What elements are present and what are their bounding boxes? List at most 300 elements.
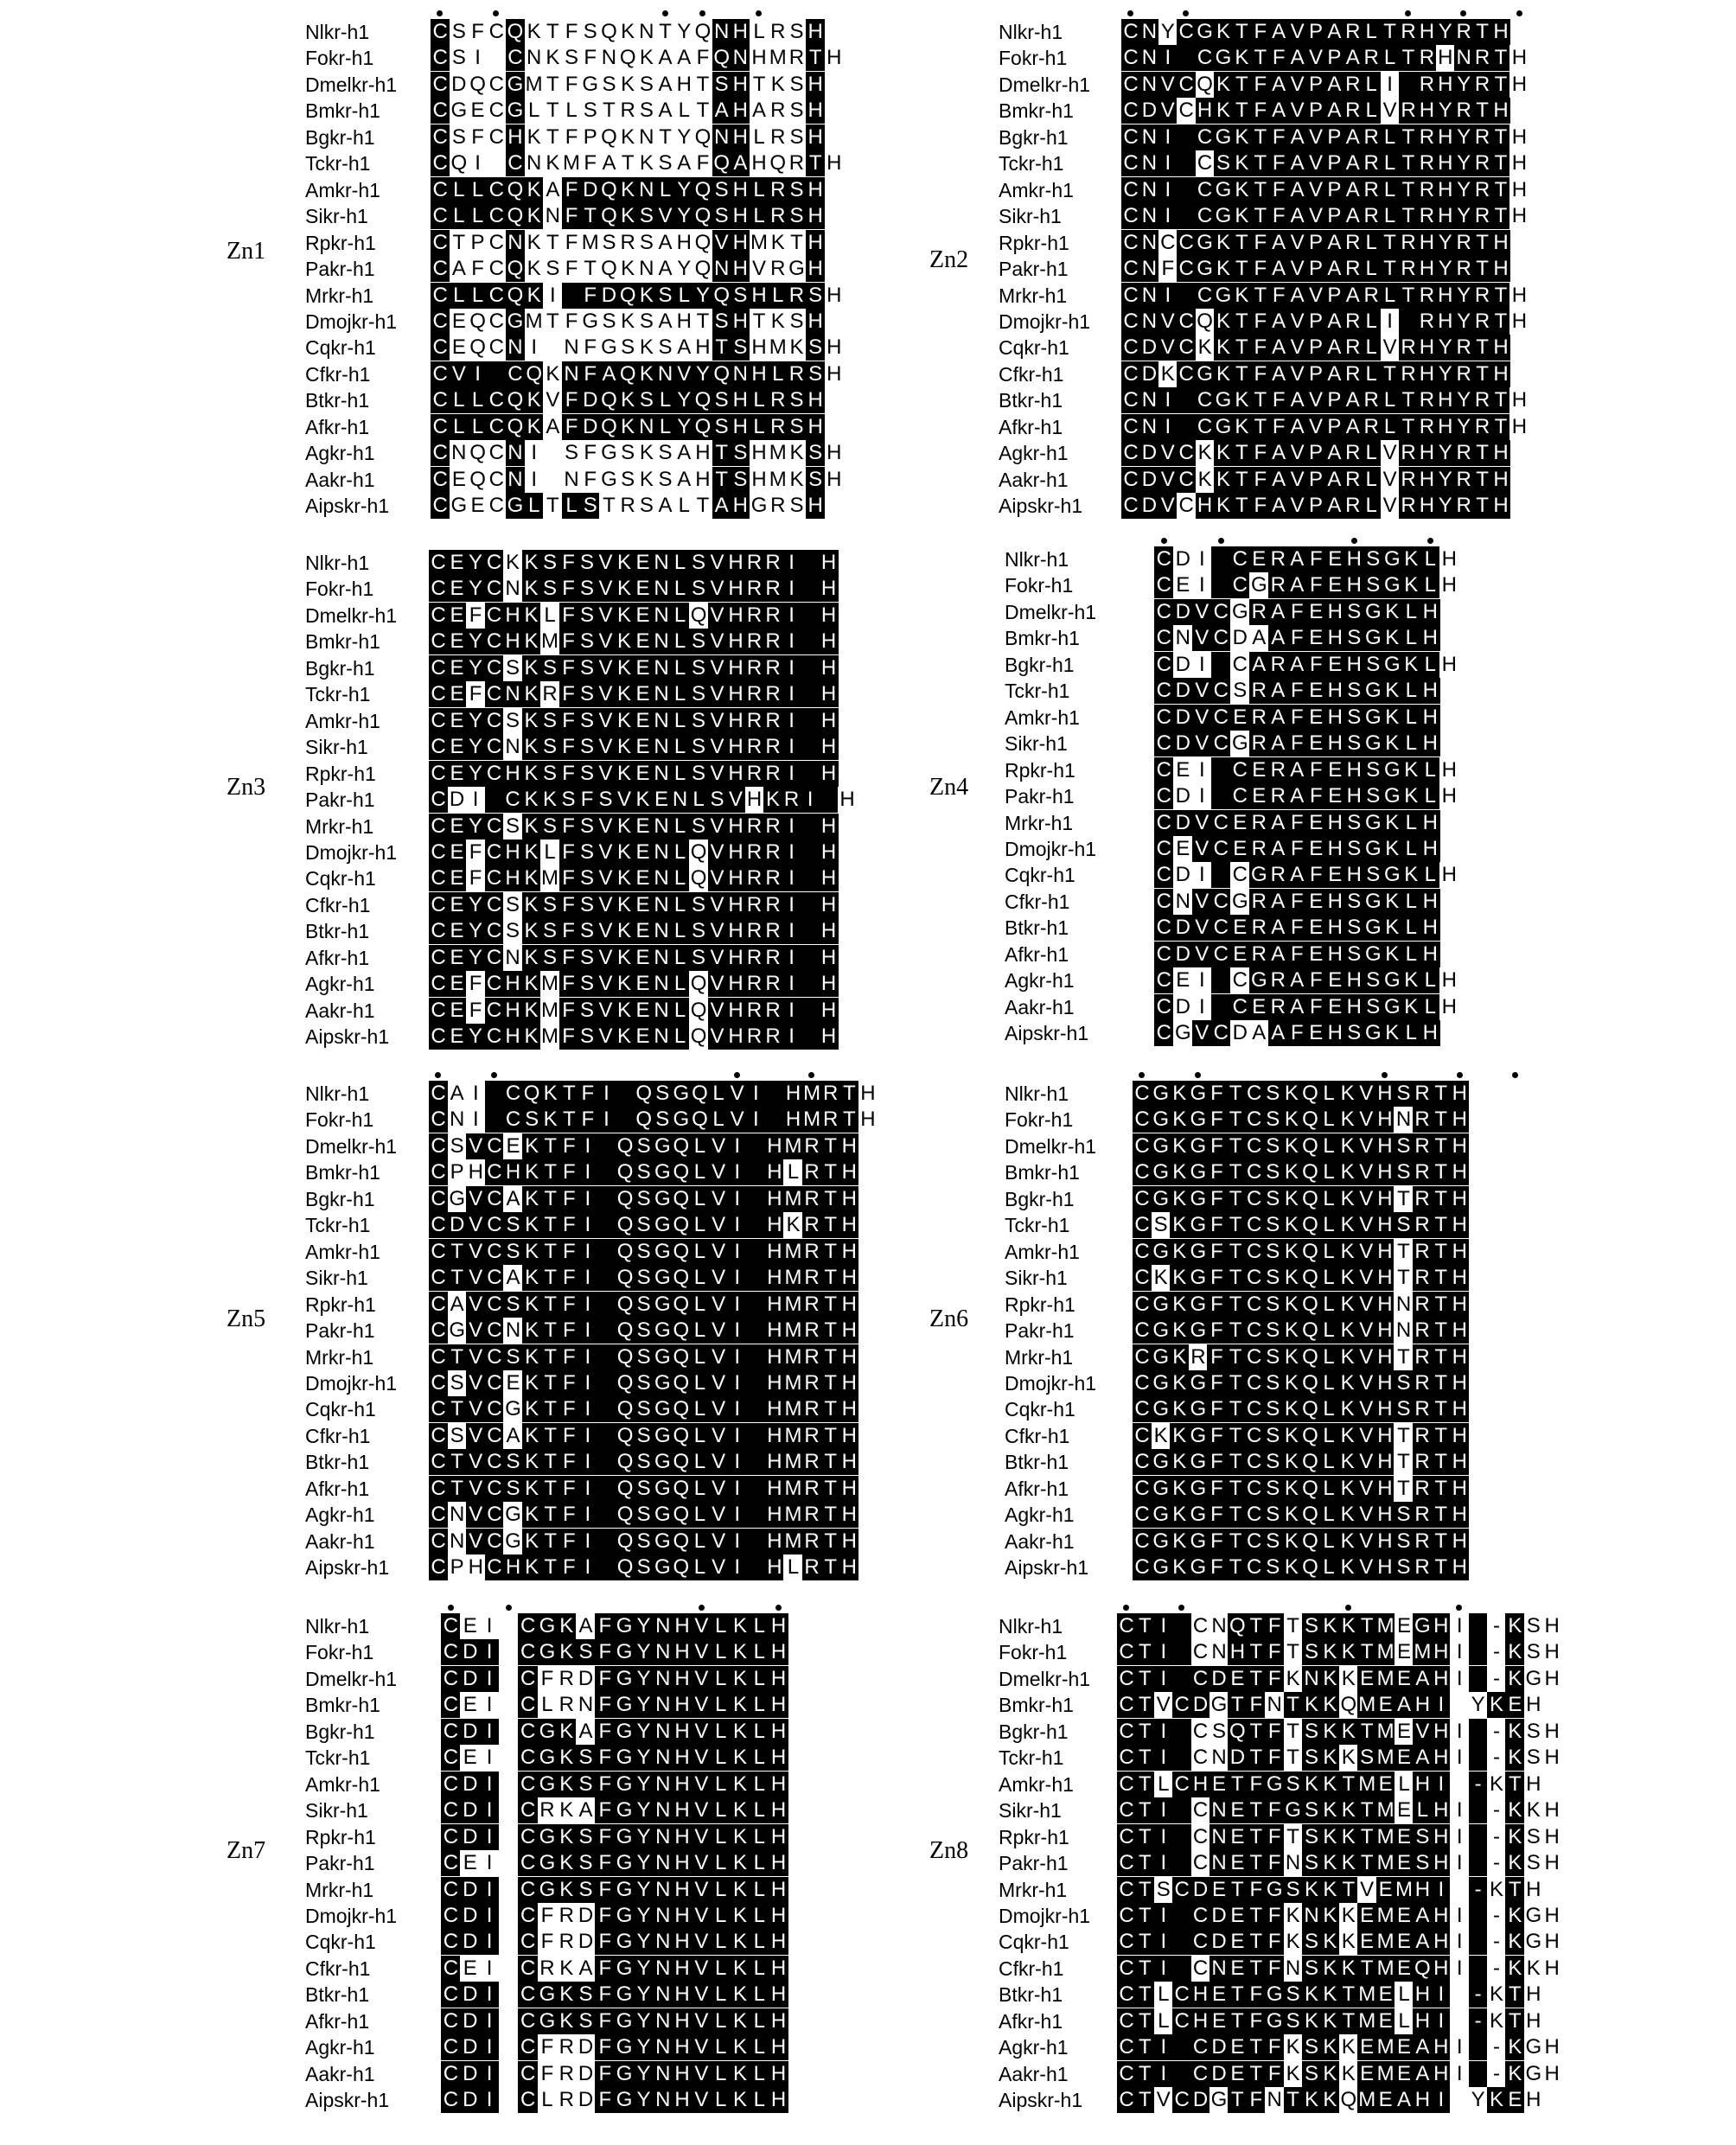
species-label: Amkr-h1 (999, 178, 1074, 201)
residue-cell: I (1192, 757, 1212, 783)
residue-cell: R (557, 2087, 577, 2113)
residue-cell: T (1432, 1344, 1451, 1370)
residue-cell: S (540, 945, 559, 971)
residue-cell: L (671, 918, 690, 944)
residue-cell: V (709, 1529, 728, 1554)
residue-cell (1177, 150, 1196, 176)
residue-cell: I (480, 1929, 500, 1955)
residue-cell: D (460, 1772, 480, 1797)
residue-cell: F (1207, 1133, 1226, 1159)
species-label: Pakr-h1 (305, 1319, 375, 1343)
species-label: Dmelkr-h1 (999, 1667, 1091, 1690)
residue-cell: A (1324, 467, 1343, 493)
residue-cell: K (1382, 942, 1402, 967)
residue-cell: H (1375, 1186, 1395, 1212)
residue-cell: H (673, 2061, 692, 2087)
residue-cell: M (1376, 1930, 1395, 1954)
residue-cell: A (1269, 440, 1288, 466)
residue-cell: R (1268, 994, 1288, 1020)
residue-cell: C (1117, 1692, 1136, 1718)
residue-cell: L (562, 493, 581, 519)
residue-cell: V (1192, 836, 1212, 862)
residue-cell: F (1251, 72, 1270, 98)
residue-cell: C (1121, 283, 1140, 309)
residue-cell (801, 629, 820, 654)
residue-cell: C (429, 1212, 448, 1238)
residue-cell: R (1473, 124, 1492, 150)
residue-cell: Q (619, 46, 636, 70)
residue-cell: C (485, 1396, 504, 1422)
residue-cell: H (839, 1159, 858, 1185)
residue-cell: F (693, 150, 712, 176)
residue-cell: N (576, 1692, 596, 1718)
residue-cell: T (581, 203, 600, 229)
residue-cell: C (1177, 467, 1196, 493)
residue-cell: H (1325, 915, 1345, 941)
residue-cell: D (460, 2061, 480, 2087)
residue-cell: M (541, 629, 559, 654)
residue-cell: L (671, 550, 690, 576)
residue-cell: H (1375, 1554, 1395, 1580)
residue-cell: N (652, 550, 671, 576)
residue-cell: H (1420, 836, 1440, 862)
residue-cell: T (750, 309, 769, 335)
residue-cell: H (765, 1292, 784, 1318)
residue-cell: V (1306, 177, 1325, 203)
residue-cell: H (745, 787, 764, 813)
residue-cell: K (1382, 836, 1402, 862)
residue-cell: L (709, 1081, 728, 1107)
residue-cell: N (653, 1613, 673, 1639)
residue-cell: D (576, 2034, 596, 2060)
residue-cell: K (1338, 1292, 1357, 1318)
residue-cell: H (466, 1554, 485, 1580)
residue-cell (801, 945, 820, 971)
residue-cell: C (429, 734, 448, 760)
residue-cell: R (1362, 124, 1381, 150)
residue-cell: C (485, 839, 504, 865)
residue-cell: G (1190, 1133, 1207, 1158)
residue-cell: I (782, 550, 801, 576)
residue-cell: T (1284, 2087, 1303, 2113)
residue-cell: N (1284, 1850, 1303, 1876)
residue-cell: F (1247, 2087, 1266, 2113)
residue-cell: E (1306, 915, 1326, 941)
residue-cell: F (1287, 1020, 1307, 1046)
residue-cell: R (745, 945, 764, 971)
residue-cell: K (1339, 1850, 1358, 1876)
species-label: Afkr-h1 (305, 415, 370, 438)
residue-cell: G (1383, 863, 1401, 887)
residue-cell: C (1245, 1423, 1264, 1449)
residue-cell: E (1228, 1850, 1247, 1876)
residue-cell: K (731, 1772, 750, 1797)
residue-cell: E (448, 945, 467, 971)
residue-cell: A (543, 414, 562, 440)
residue-cell: V (1381, 493, 1400, 519)
residue-cell: T (821, 1396, 840, 1422)
residue-cell: F (1251, 256, 1270, 282)
residue-cell: G (1210, 2088, 1228, 2112)
residue-cell: K (557, 1719, 577, 1745)
residue-cell: R (745, 576, 764, 602)
residue-cell: H (765, 1449, 784, 1475)
residue-cell: S (1344, 889, 1364, 915)
residue-cell: R (618, 98, 637, 124)
residue-cell: L (1319, 1370, 1338, 1396)
residue-cell: H (806, 19, 825, 45)
residue-cell: R (1343, 361, 1363, 387)
residue-cell: D (460, 1877, 480, 1903)
residue-cell: C (1191, 1745, 1210, 1771)
residue-cell: H (1450, 1133, 1469, 1159)
residue-cell (1172, 2034, 1191, 2060)
residue-cell: Y (1436, 19, 1455, 45)
residue-cell: G (654, 1318, 671, 1343)
residue-cell: R (1473, 387, 1492, 413)
residue-cell: R (1413, 1186, 1432, 1212)
residue-cell: L (671, 734, 690, 760)
residue-cell: R (1413, 1344, 1432, 1370)
residue-cell: F (559, 814, 578, 839)
residue-cell: H (726, 576, 745, 602)
residue-cell: I (480, 1956, 500, 1982)
residue-cell: N (652, 655, 671, 681)
residue-cell: Y (1436, 98, 1455, 124)
residue-cell: I (1432, 1877, 1451, 1903)
residue-cell: H (1436, 203, 1455, 229)
residue-cell: S (1263, 1396, 1282, 1422)
residue-cell: I (1192, 994, 1212, 1020)
species-label: Rpkr-h1 (305, 231, 376, 254)
residue-cell: I (597, 1107, 616, 1133)
residue-cell: Q (469, 72, 486, 96)
residue-cell: V (750, 256, 769, 282)
residue-cell: I (480, 1824, 500, 1850)
residue-cell: H (693, 440, 712, 466)
residue-cell: R (1343, 98, 1363, 124)
residue-cell: L (671, 655, 690, 681)
residue-cell: G (1190, 1450, 1207, 1474)
residue-cell: M (784, 1370, 802, 1395)
residue-cell: G (1364, 731, 1382, 756)
residue-cell: P (1306, 19, 1325, 45)
residue-cell: L (750, 177, 769, 203)
residue-cell: L (450, 177, 469, 203)
residue-cell: I (1158, 203, 1178, 229)
residue-cell: H (1417, 440, 1436, 466)
residue-cell: R (557, 1903, 577, 1929)
residue-cell: F (1247, 1772, 1266, 1797)
residue-cell: C (1133, 1265, 1152, 1291)
residue-cell: C (518, 1850, 538, 1876)
residue-cell: T (1357, 1824, 1376, 1850)
residue-cell: T (693, 309, 712, 335)
residue-cell: S (787, 414, 806, 440)
residue-cell: K (637, 150, 656, 176)
residue-cell: N (1173, 625, 1193, 651)
residue-cell: R (769, 98, 788, 124)
residue-cell: S (576, 1877, 596, 1903)
residue-cell: C (485, 550, 504, 576)
residue-cell: S (1263, 1265, 1282, 1291)
species-label: Dmojkr-h1 (305, 840, 398, 864)
residue-cell: Y (466, 629, 485, 654)
residue-cell: G (1152, 1133, 1170, 1158)
residue-cell: Q (713, 361, 730, 386)
residue-cell: Y (466, 761, 485, 787)
residue-cell: K (731, 2087, 750, 2113)
residue-cell: T (1232, 19, 1251, 45)
residue-cell: V (709, 1502, 728, 1528)
residue-cell: C (1177, 440, 1196, 466)
residue-cell: F (1207, 1081, 1226, 1107)
residue-cell (499, 1929, 519, 1955)
residue-cell: C (441, 1903, 461, 1929)
residue-cell: T (1432, 1239, 1451, 1265)
residue-cell (746, 1212, 765, 1238)
residue-cell: T (1247, 2061, 1266, 2087)
residue-cell: S (1263, 1081, 1282, 1107)
residue-cell: Y (1436, 256, 1455, 282)
residue-cell: I (578, 1554, 597, 1580)
residue-cell: K (1232, 414, 1251, 440)
residue-cell: E (1173, 836, 1193, 862)
residue-cell: H (1450, 1370, 1469, 1396)
residue-cell: I (1432, 2008, 1451, 2034)
residue-cell: I (728, 1133, 747, 1159)
residue-cell (1469, 2034, 1488, 2060)
residue-cell: L (671, 708, 690, 734)
residue-cell: I (1158, 124, 1178, 150)
residue-cell: T (1226, 1318, 1245, 1344)
residue-cell: L (1319, 1159, 1338, 1185)
residue-cell: T (541, 1212, 560, 1238)
residue-cell: Q (673, 1160, 690, 1184)
residue-cell: S (655, 150, 674, 176)
residue-cell: Q (1302, 1133, 1318, 1158)
residue-cell: F (1287, 942, 1307, 967)
residue-cell: S (635, 1239, 654, 1265)
residue-cell: H (1542, 1719, 1561, 1745)
residue-cell: T (448, 1265, 467, 1291)
residue-cell: K (1214, 493, 1233, 519)
residue-cell: H (1439, 783, 1459, 809)
residue-cell: I (480, 2034, 500, 2060)
residue-cell: S (1302, 1850, 1321, 1876)
residue-cell: T (1232, 361, 1251, 387)
species-label: Tckr-h1 (1005, 680, 1070, 703)
residue-cell: H (825, 440, 844, 466)
residue-cell: L (1420, 967, 1440, 993)
residue-cell: K (1339, 1613, 1358, 1639)
residue-cell: V (1154, 1692, 1173, 1718)
residue-cell: E (1230, 705, 1250, 731)
residue-cell: A (1269, 230, 1288, 256)
species-label: Cqkr-h1 (999, 336, 1069, 360)
residue-cell: C (485, 998, 504, 1024)
residue-cell: K (522, 1502, 541, 1528)
residue-cell: H (765, 1529, 784, 1554)
residue-cell (562, 283, 581, 309)
species-label: Btkr-h1 (1005, 1451, 1069, 1474)
residue-cell: Y (634, 2087, 654, 2113)
residue-cell: F (1247, 2008, 1266, 2034)
residue-cell: I (578, 1265, 597, 1291)
residue-cell: T (581, 256, 600, 282)
residue-cell (499, 1824, 519, 1850)
residue-cell: H (820, 839, 839, 865)
residue-cell: L (690, 1502, 709, 1528)
residue-cell: T (1251, 177, 1270, 203)
species-label: Cfkr-h1 (999, 1957, 1064, 1980)
residue-cell: K (1401, 652, 1421, 678)
residue-cell: A (1413, 2034, 1432, 2060)
residue-cell: G (1525, 2061, 1542, 2085)
residue-cell: T (1226, 1344, 1245, 1370)
residue-cell: H (673, 1639, 692, 1665)
residue-cell: E (448, 550, 467, 576)
residue-cell: A (1287, 967, 1307, 993)
residue-cell: E (1306, 1020, 1326, 1046)
residue-cell: I (578, 1318, 597, 1344)
residue-cell: V (466, 1396, 485, 1422)
residue-cell: F (581, 335, 600, 361)
residue-cell: C (1117, 1745, 1136, 1771)
residue-cell: H (1509, 124, 1529, 150)
residue-cell: H (1344, 572, 1364, 598)
residue-cell: F (578, 787, 597, 813)
residue-cell: C (1230, 546, 1250, 572)
residue-cell: K (618, 414, 637, 440)
residue-cell: H (820, 865, 839, 891)
residue-cell: C (1133, 1476, 1152, 1502)
residue-cell: K (557, 1824, 577, 1850)
residue-cell: D (1139, 493, 1158, 519)
species-label: Bgkr-h1 (1005, 653, 1075, 676)
residue-cell: T (1284, 1613, 1303, 1639)
residue-cell: R (802, 1133, 821, 1159)
residue-cell: D (1173, 731, 1193, 756)
residue-cell: C (429, 629, 448, 654)
residue-cell: C (1121, 45, 1140, 71)
residue-cell: L (562, 98, 581, 124)
residue-cell: I (1154, 1613, 1173, 1639)
residue-cell: I (480, 2087, 500, 2113)
residue-cell: S (689, 734, 708, 760)
residue-cell: H (1432, 1903, 1451, 1929)
residue-cell (1172, 1639, 1191, 1665)
residue-cell: T (1432, 1423, 1451, 1449)
species-label: Cqkr-h1 (305, 1931, 376, 1954)
residue-cell: M (784, 1450, 802, 1474)
residue-cell: F (559, 998, 578, 1024)
residue-cell: V (1356, 1081, 1375, 1107)
residue-cell: G (654, 1397, 671, 1421)
residue-cell: H (1417, 467, 1436, 493)
species-label: Agkr-h1 (1005, 969, 1075, 993)
residue-cell (1469, 1613, 1488, 1639)
residue-cell: I (728, 1212, 747, 1238)
residue-cell: N (525, 150, 544, 176)
residue-cell: C (1121, 124, 1140, 150)
residue-cell: L (1381, 150, 1400, 176)
residue-cell: H (726, 1024, 745, 1050)
residue-cell (1469, 1903, 1488, 1929)
residue-cell: L (1420, 652, 1440, 678)
species-label: Dmojkr-h1 (999, 310, 1091, 333)
residue-cell: C (1117, 1850, 1136, 1876)
residue-cell: T (1226, 1159, 1245, 1185)
residue-cell: L (671, 865, 690, 891)
residue-cell: L (671, 681, 690, 707)
residue-cell: E (1395, 2034, 1414, 2060)
residue-cell: F (559, 1396, 578, 1422)
residue-cell: E (1395, 1956, 1414, 1982)
residue-cell: R (769, 414, 788, 440)
residue-cell: F (468, 256, 487, 282)
residue-cell: F (1207, 1529, 1226, 1554)
residue-cell: E (1395, 1745, 1414, 1771)
residue-cell: S (1263, 1239, 1282, 1265)
residue-cell: R (557, 1666, 577, 1692)
residue-cell: T (693, 493, 712, 519)
residue-cell: L (1381, 177, 1400, 203)
species-label: Nlkr-h1 (305, 21, 370, 43)
residue-cell: - (1487, 1613, 1506, 1639)
residue-cell: H (726, 629, 745, 654)
residue-cell: S (1344, 836, 1364, 862)
residue-cell (801, 892, 820, 918)
residue-cell (616, 1081, 635, 1107)
residue-cell: K (1401, 757, 1421, 783)
residue-cell: S (1263, 1186, 1282, 1212)
residue-cell: C (1196, 414, 1215, 440)
residue-cell: P (1306, 230, 1325, 256)
residue-cell: M (541, 972, 559, 996)
residue-cell: K (522, 655, 541, 681)
residue-cell: K (1170, 1423, 1189, 1449)
residue-cell: C (1133, 1396, 1152, 1422)
residue-cell: H (1432, 2061, 1451, 2087)
residue-cell: V (692, 1956, 712, 1982)
residue-cell: S (543, 256, 562, 282)
residue-cell: C (429, 839, 448, 865)
residue-cell: T (821, 1423, 840, 1449)
residue-cell: C (1121, 150, 1140, 176)
residue-cell: L (1401, 625, 1421, 651)
species-label: Agkr-h1 (305, 2036, 375, 2059)
residue-cell: I (1154, 1956, 1173, 1982)
residue-cell: T (806, 45, 825, 71)
residue-cell: H (1417, 335, 1436, 361)
residue-cell: K (557, 1982, 577, 2008)
residue-cell: S (1363, 546, 1383, 572)
residue-cell: I (1432, 1692, 1451, 1718)
residue-cell: E (1306, 889, 1326, 915)
residue-cell: N (653, 1877, 673, 1903)
residue-cell: H (769, 1745, 788, 1771)
residue-cell: N (1209, 1613, 1229, 1639)
residue-cell: M (784, 1344, 802, 1369)
residue-cell (499, 1692, 519, 1718)
residue-cell: C (487, 72, 506, 98)
residue-cell: F (559, 1502, 578, 1528)
residue-cell: T (1432, 1212, 1451, 1238)
residue-cell: S (635, 1529, 654, 1554)
residue-cell: V (1306, 124, 1325, 150)
residue-cell: G (582, 309, 599, 333)
